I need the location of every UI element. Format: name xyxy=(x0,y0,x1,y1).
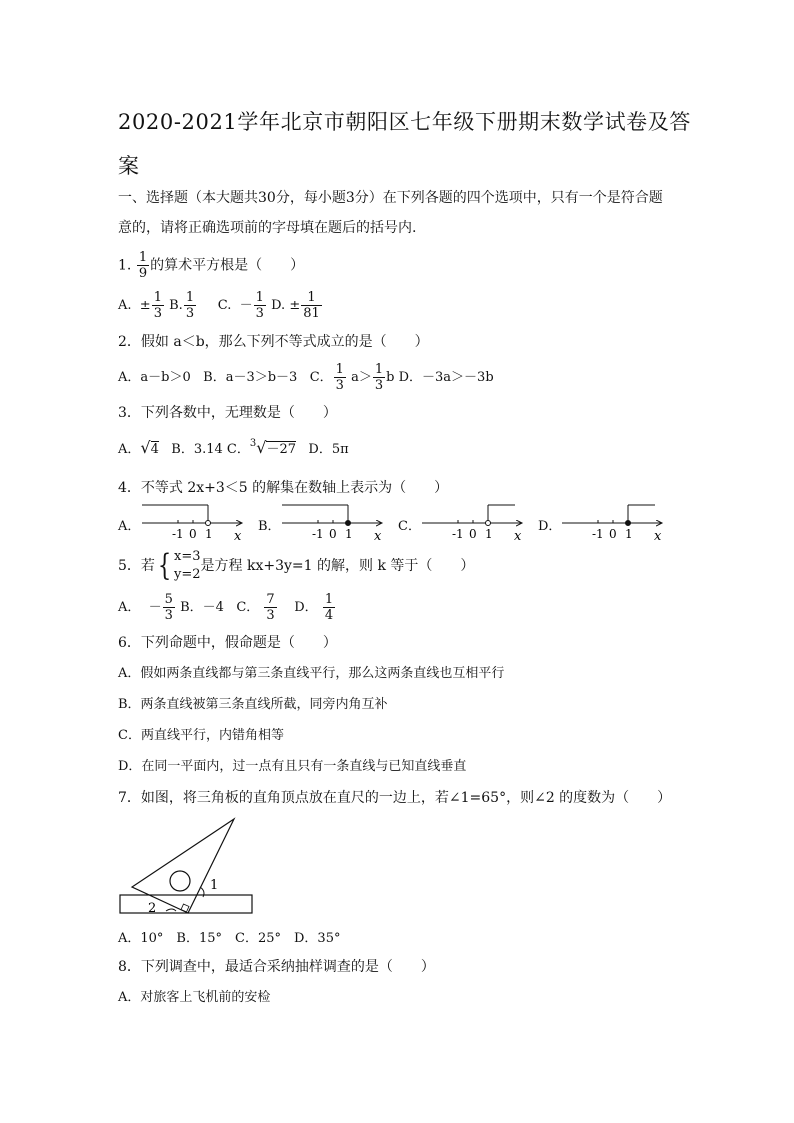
ruler-shape xyxy=(120,895,252,913)
tick-label: 1 xyxy=(625,527,633,541)
question-4-label-a: A． xyxy=(118,519,141,534)
tick-label: 0 xyxy=(609,527,617,541)
question-1: 1. $\frac{1}{9}$ 的算术平方根是（ ） xyxy=(118,250,305,281)
option-a: A． － $\frac{5}{3}$ xyxy=(118,592,173,623)
option-d: D．－3a＞－3b xyxy=(398,370,494,385)
question-8: 8．下列调查中，最适合采纳抽样调查的是（ ） xyxy=(118,959,435,975)
question-4: 4．不等式 2x+3＜5 的解集在数轴上表示为（ ） xyxy=(118,480,449,496)
option-b: B．－4 xyxy=(180,600,224,615)
question-1-options xyxy=(118,290,323,321)
option-c: C. － $\frac{1}{3}$ xyxy=(217,290,264,321)
option-a: A．√4 xyxy=(118,438,159,457)
option-d: D. ± $\frac{1}{81}$ xyxy=(271,290,320,321)
question-4-label-b: B． xyxy=(258,519,281,534)
question-4-label-d: D． xyxy=(538,519,562,534)
fraction: $\frac{1}{9}$ xyxy=(138,250,148,281)
equation-system: x=3 y=2 xyxy=(174,549,201,582)
set-square-hole xyxy=(170,871,190,891)
option-a: A．a－b＞0 xyxy=(118,370,191,385)
tick-label: -1 xyxy=(172,527,184,541)
angle-label-1: 1 xyxy=(210,878,219,893)
tick-label: -1 xyxy=(452,527,464,541)
question-6: 6．下列命题中，假命题是（ ） xyxy=(118,635,337,651)
section-instructions-line2: 意的，请将正确选项前的字母填在题后的括号内. xyxy=(118,220,417,236)
page-title: 2020-2021学年北京市朝阳区七年级下册期末数学试卷及答案 xyxy=(118,110,691,178)
option-b: B．3.14 xyxy=(171,442,223,457)
number-line-b xyxy=(282,505,382,544)
question-7: 7．如图，将三角板的直角顶点放在直尺的一边上，若∠1=65°，则∠2 的度数为（ ） xyxy=(118,790,672,806)
triangle-ruler-figure xyxy=(118,815,258,919)
option-d: D． $\frac{1}{4}$ xyxy=(294,592,334,623)
question-7-options: A．10° B．15° C．25° D．35° xyxy=(118,931,341,946)
tick-label: 1 xyxy=(345,527,353,541)
tick-label: 1 xyxy=(205,527,213,541)
option-a: A．假如两条直线都与第三条直线平行，那么这两条直线也互相平行 xyxy=(118,666,505,681)
question-3: 3．下列各数中，无理数是（ ） xyxy=(118,405,337,421)
option-d: D．在同一平面内，过一点有且只有一条直线与已知直线垂直 xyxy=(118,759,467,774)
option-b: B．两条直线被第三条直线所截，同旁内角互补 xyxy=(118,697,388,712)
tick-label: 1 xyxy=(485,527,493,541)
axis-label: x xyxy=(654,529,662,544)
option-d: D．5π xyxy=(308,442,349,457)
number-line-c xyxy=(422,505,522,544)
question-5-options xyxy=(118,592,336,623)
axis-label: x xyxy=(234,529,242,544)
tick-label: -1 xyxy=(592,527,604,541)
option-a: A．对旅客上飞机前的安检 xyxy=(118,990,271,1005)
axis-label: x xyxy=(514,529,522,544)
question-4-label-c: C． xyxy=(398,519,421,534)
option-c: C．$^3$√－27 xyxy=(226,438,296,457)
option-b: B. $\frac{1}{3}$ xyxy=(169,290,195,321)
question-2: 2．假如 a＜b，那么下列不等式成立的是（ ） xyxy=(118,334,429,350)
number-line-d xyxy=(562,505,662,544)
option-c: C． $\frac{1}{3}$ a＞ $\frac{1}{3}$ b xyxy=(309,362,395,393)
tick-label: -1 xyxy=(312,527,324,541)
option-c: C． $\frac{7}{3}$ xyxy=(236,592,275,623)
left-brace-icon: { xyxy=(157,548,172,583)
question-2-options xyxy=(118,362,494,393)
option-b: B．a－3＞b－3 xyxy=(203,370,298,385)
number-line-figures xyxy=(130,500,680,548)
section-instructions-line1: 一、选择题（本大题共30分，每小题3分）在下列各题的四个选项中，只有一个是符合题 xyxy=(118,190,663,206)
option-c: C．两直线平行，内错角相等 xyxy=(118,728,284,743)
angle-label-2: 2 xyxy=(148,901,157,916)
tick-label: 0 xyxy=(329,527,337,541)
set-square-shape xyxy=(132,819,234,913)
tick-label: 0 xyxy=(189,527,197,541)
tick-label: 0 xyxy=(469,527,477,541)
question-5: 5．若{ x=3 y=2 是方程 kx+3y=1 的解，则 k 等于（ ） xyxy=(118,548,475,583)
number-line-a xyxy=(142,505,242,544)
question-3-options xyxy=(118,438,349,457)
option-a: A. ± $\frac{1}{3}$ xyxy=(118,290,162,321)
axis-label: x xyxy=(374,529,382,544)
